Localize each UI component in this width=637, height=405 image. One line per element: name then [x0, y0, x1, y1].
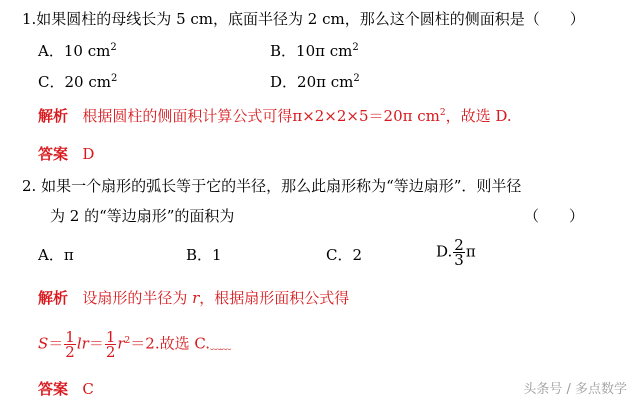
q2-stem-line1: 2. 如果一个扇形的弧长等于它的半径，那么此扇形称为“等边扇形”．则半径 — [22, 177, 522, 195]
q2-formula-frac2 — [105, 330, 117, 359]
q2-formula-frac1 — [64, 330, 76, 359]
q2-option-d-label: D. — [436, 242, 453, 261]
q2-analysis-var: r — [192, 289, 200, 307]
q2-analysis — [38, 288, 349, 308]
q1-stem: 1.如果圆柱的母线长为 5 cm，底面半径为 2 cm，那么这个圆柱的侧面积是（ ） — [22, 10, 585, 28]
q2-analysis-tag: 解析 — [38, 289, 69, 307]
q1-analysis-tail: ，故选 D. — [445, 107, 512, 125]
q1-answer — [38, 144, 94, 164]
q2-formula-result: ＝2.故选 C. — [130, 334, 211, 353]
q1-option-a — [38, 41, 117, 64]
q2-formula-frac1-den: 2 — [65, 343, 75, 361]
q2-answer — [38, 379, 94, 399]
q2-formula-eq2: ＝ — [88, 334, 104, 353]
q1-option-d-label: D．20π cm — [270, 73, 354, 91]
q1-analysis-sup: 2 — [439, 108, 446, 118]
q2-option-d-pi: π — [465, 242, 476, 261]
q1-analysis-text: 根据圆柱的侧面积计算公式可得π×2×2×5＝20π cm — [82, 107, 440, 125]
q2-formula — [38, 330, 230, 359]
q1-option-d-sup: 2 — [353, 73, 360, 84]
q1-option-b-sup: 2 — [352, 42, 359, 53]
q2-option-d-fraction — [453, 238, 465, 267]
q2-option-c: C．2 — [326, 246, 363, 264]
q2-option-b: B．1 — [186, 246, 222, 264]
q2-stem-line2: 为 2 的“等边扇形”的面积为 — [50, 207, 235, 225]
q1-option-d — [270, 72, 360, 95]
q2-answer-tag: 答案 — [38, 380, 69, 398]
q1-analysis — [38, 106, 512, 129]
q2-formula-frac2-den: 2 — [105, 343, 116, 361]
q1-answer-value: D — [82, 145, 95, 163]
q2-answer-value: C — [82, 380, 94, 398]
q1-option-c — [38, 72, 117, 95]
q2-formula-frac2-num: 1 — [105, 328, 116, 346]
q2-formula-term2-sup: 2 — [124, 335, 131, 346]
q2-formula-eq1: ＝ — [48, 334, 64, 353]
q2-formula-term1: lr — [76, 334, 89, 353]
q2-paren: （ ） — [524, 207, 585, 225]
q1-answer-tag: 答案 — [38, 145, 69, 163]
q2-formula-frac1-num: 1 — [65, 328, 75, 346]
q2-option-a: A．π — [38, 246, 74, 264]
q2-option-d-frac-den: 3 — [454, 251, 464, 269]
q1-option-c-sup: 2 — [110, 73, 118, 84]
q1-option-a-sup: 2 — [110, 42, 117, 53]
q1-option-c-label: C．20 cm — [38, 73, 111, 91]
q2-analysis-text-1: 设扇形的半径为 — [82, 289, 193, 307]
q1-analysis-tag: 解析 — [38, 107, 69, 125]
q1-option-a-label: A．10 cm — [38, 42, 111, 60]
q2-option-d-frac-num: 2 — [454, 236, 464, 254]
watermark: 头条号 / 多点数学 — [523, 382, 627, 397]
q1-option-b — [270, 41, 359, 64]
q1-option-b-label: B．10π cm — [270, 42, 353, 60]
q2-analysis-text-2: ，根据扇形面积公式得 — [199, 289, 350, 307]
q2-formula-mark: ﹏﹏ — [210, 338, 231, 352]
q2-option-d — [436, 238, 476, 267]
q2-formula-lhs: S — [38, 334, 49, 353]
q2-formula-term2: r — [117, 334, 125, 353]
